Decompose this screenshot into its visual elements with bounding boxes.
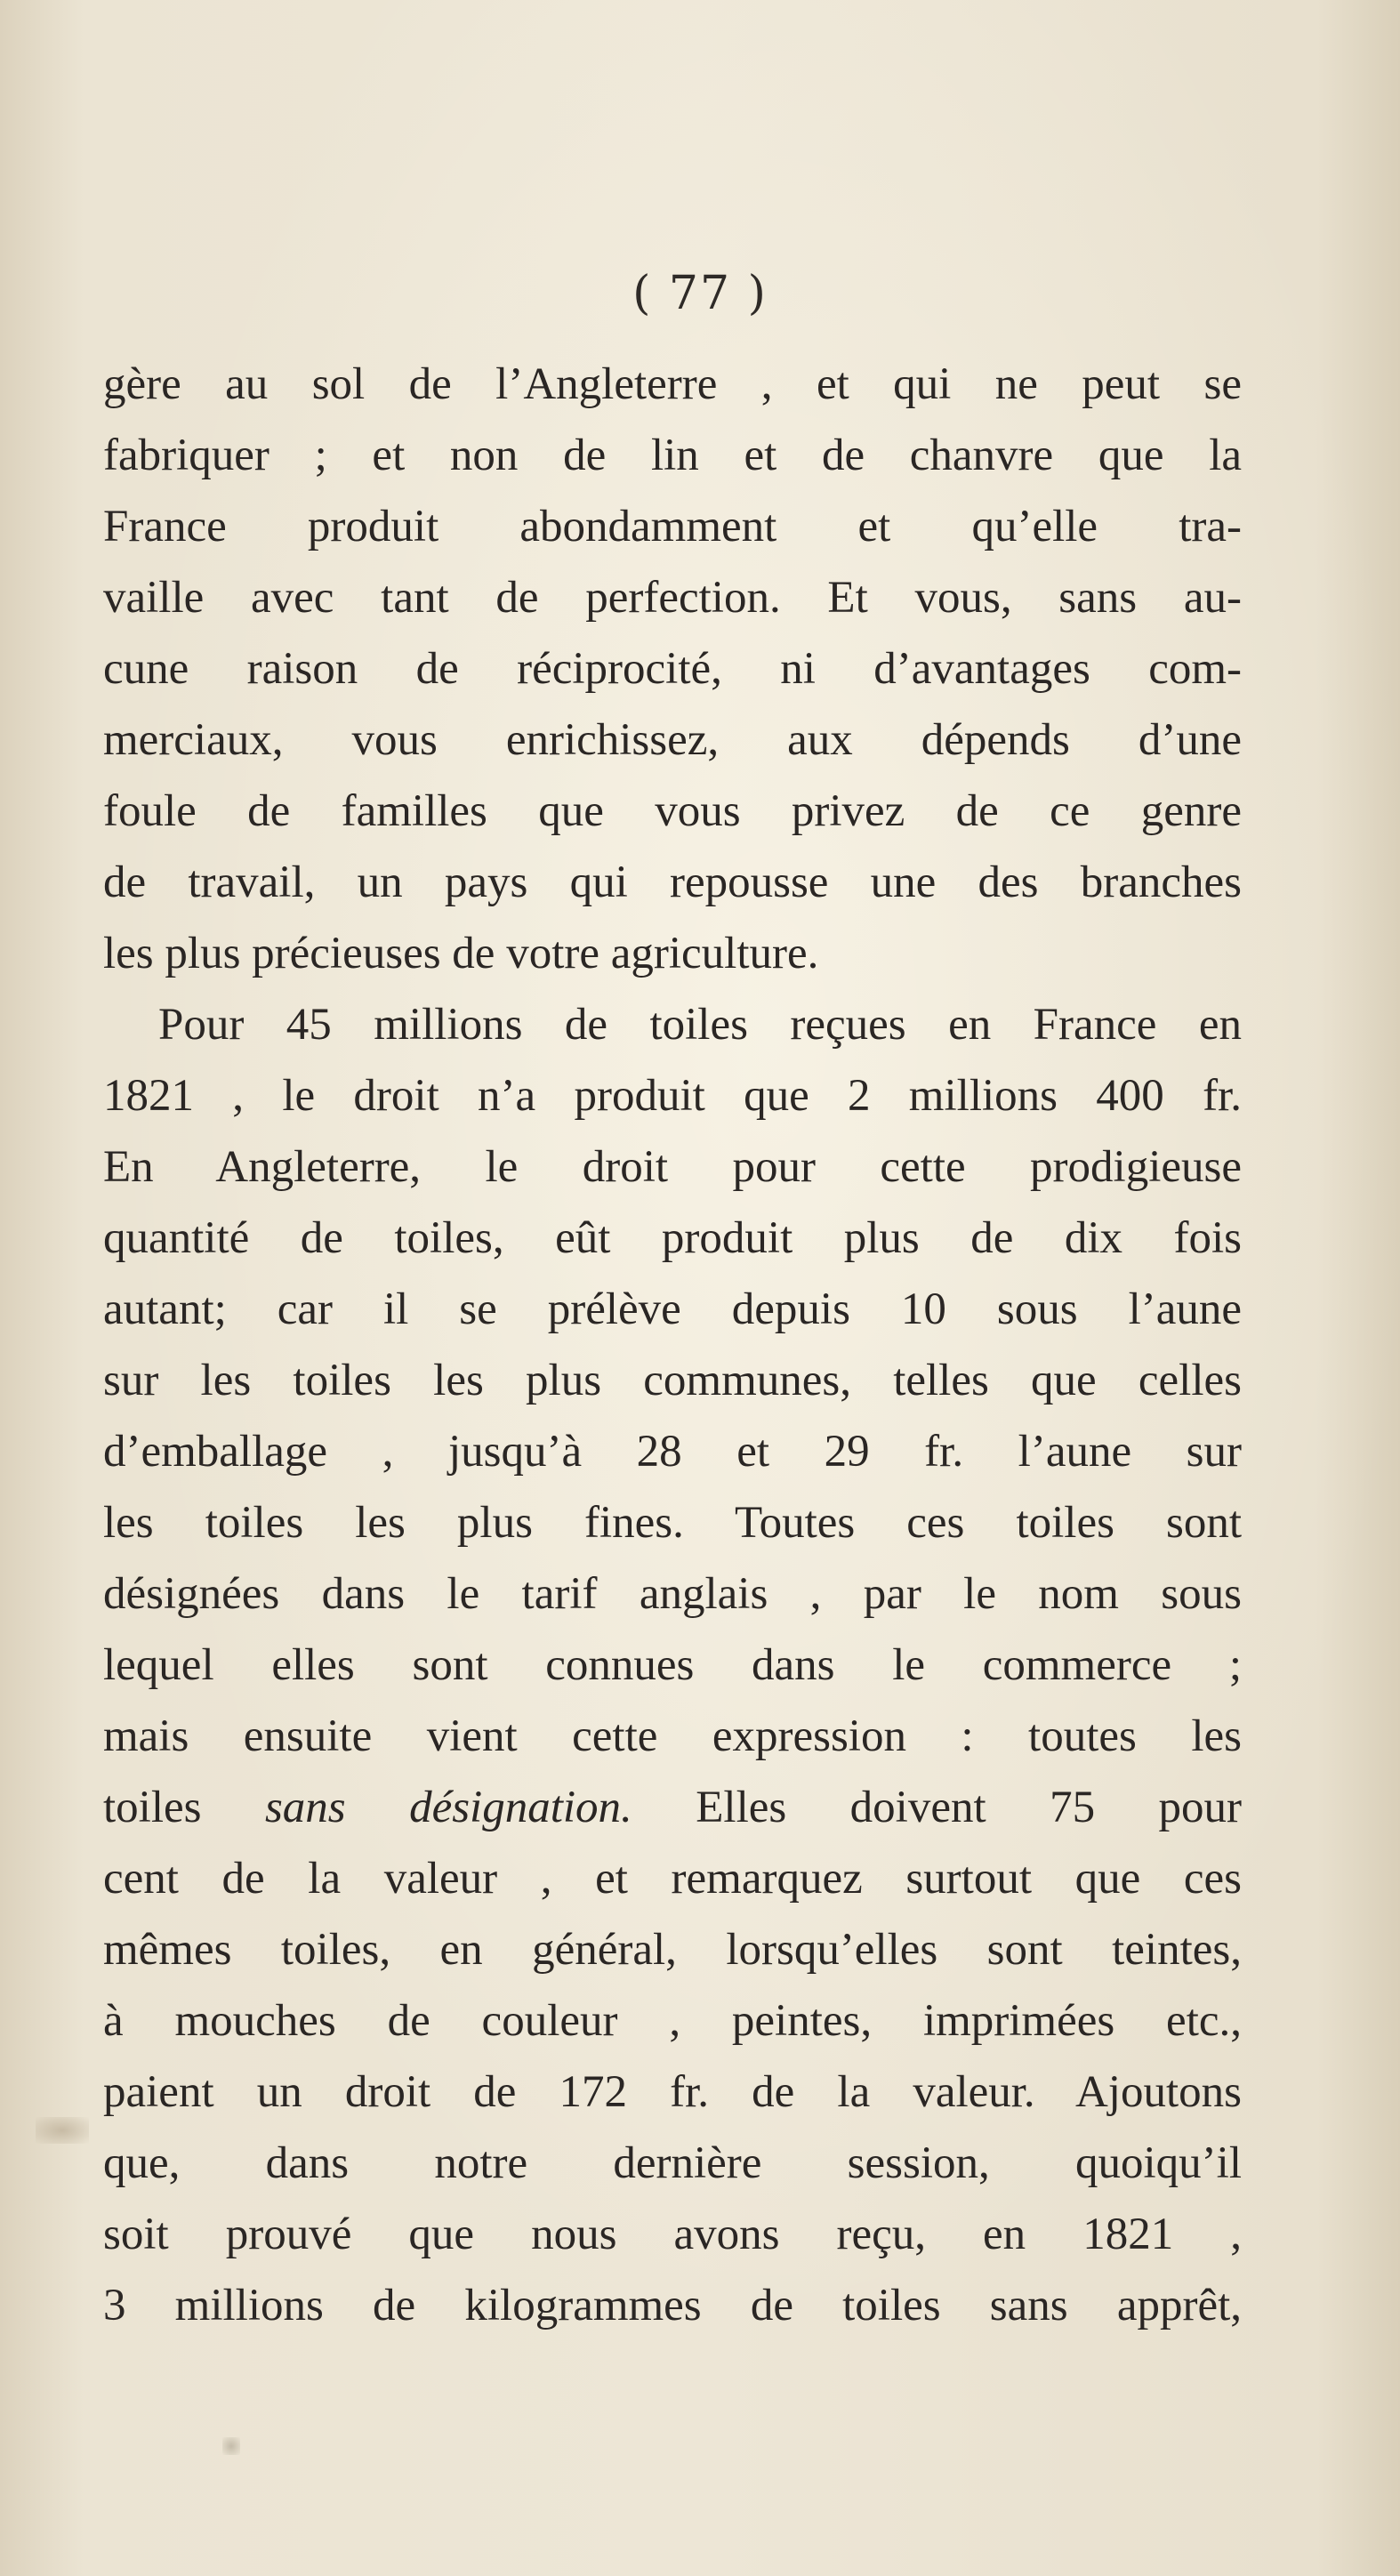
body-text (103, 349, 1242, 2341)
text-line: cent de la valeur , et remarquez surtout que ces (103, 1854, 1242, 1904)
text-line: En Angleterre, le droit pour cette prodigieuse (103, 1142, 1242, 1192)
text-line: sur les toiles les plus communes, telles que celles (103, 1356, 1242, 1405)
text-line: soit prouvé que nous avons reçu, en 1821 , (103, 2210, 1242, 2259)
text-line: mais ensuite vient cette expression : toutes les (103, 1711, 1242, 1761)
paper-stain (222, 2437, 240, 2455)
text-line: les toiles les plus fines. Toutes ces toiles sont (103, 1498, 1242, 1548)
text-line (103, 1772, 1242, 1843)
text-line: lequel elles sont connues dans le commerce ; (103, 1640, 1242, 1690)
text-line: gère au sol de l’Angleterre , et qui ne peut se (103, 359, 1242, 409)
text-line: vaille avec tant de perfection. Et vous, sans au- (103, 573, 1242, 623)
page-number: ( 77 ) (632, 267, 768, 320)
text-line: 1821 , le droit n’a produit que 2 millions 400 fr. (103, 1071, 1242, 1121)
text-line: désignées dans le tarif anglais , par le nom sous (103, 1569, 1242, 1619)
text-line: de travail, un pays qui repousse une des branches (103, 857, 1242, 907)
text-line: autant; car il se prélève depuis 10 sous l’aune (103, 1284, 1242, 1334)
text-line: paient un droit de 172 fr. de la valeur. Ajoutons (103, 2067, 1242, 2117)
paper-stain (36, 2117, 89, 2144)
text-line: à mouches de couleur , peintes, imprimées etc., (103, 1996, 1242, 2046)
text-line: mêmes toiles, en général, lorsqu’elles sont teintes, (103, 1925, 1242, 1975)
text-line: quantité de toiles, eût produit plus de dix fois (103, 1213, 1242, 1263)
text-line: d’emballage , jusqu’à 28 et 29 fr. l’aune sur (103, 1427, 1242, 1477)
text-line: merciaux, vous enrichissez, aux dépends d’une (103, 715, 1242, 765)
text-segment: Elles doivent 75 pour (632, 1783, 1242, 1832)
text-line: fabriquer ; et non de lin et de chanvre que la (103, 431, 1242, 480)
text-line: 3 millions de kilogrammes de toiles sans apprêt, (103, 2281, 1242, 2330)
text-line: France produit abondamment et qu’elle tra- (103, 502, 1242, 551)
text-line: les plus précieuses de votre agriculture. (103, 929, 819, 978)
text-line: Pour 45 millions de toiles reçues en France en (158, 1000, 1242, 1050)
italic-phrase: sans désignation. (264, 1783, 632, 1832)
text-line: que, dans notre dernière session, quoiqu’il (103, 2138, 1242, 2188)
text-line: cune raison de réciprocité, ni d’avantages com- (103, 644, 1242, 694)
text-segment: toiles (103, 1783, 265, 1832)
text-line: foule de familles que vous privez de ce genre (103, 786, 1242, 836)
